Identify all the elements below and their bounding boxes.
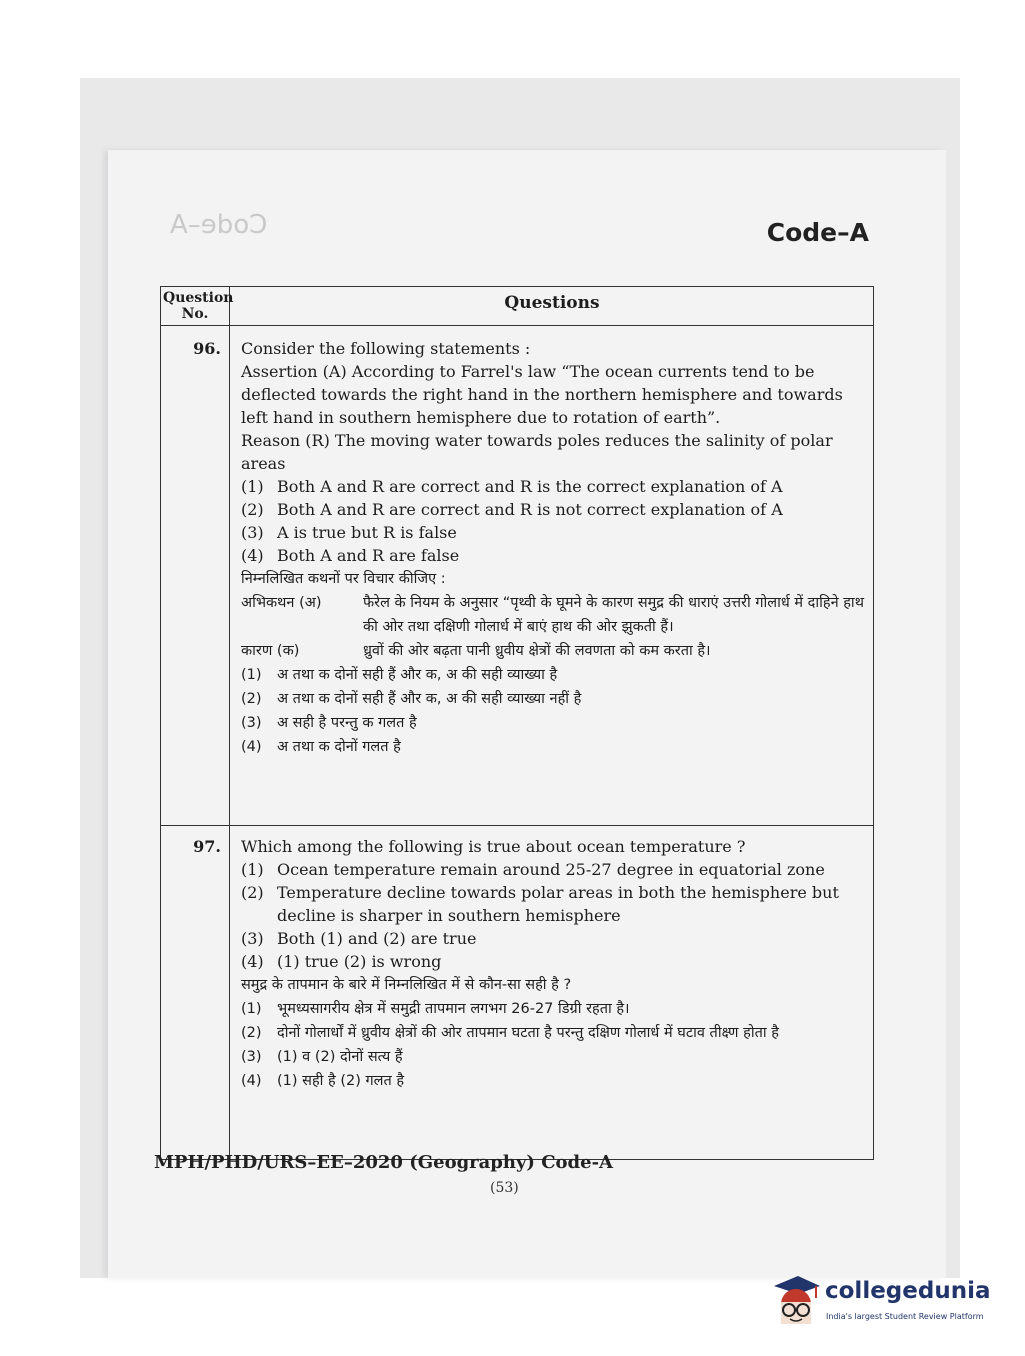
collegedunia-logo[interactable] bbox=[768, 1272, 998, 1336]
row-divider bbox=[161, 825, 873, 826]
logo-tagline: India's largest Student Review Platform bbox=[826, 1312, 984, 1321]
question-97 bbox=[241, 835, 869, 1093]
paper-footer: MPH/PHD/URS–EE–2020 (Geography) Code-A bbox=[154, 1152, 614, 1173]
q97-intro: Which among the following is true about ocean temperature ? bbox=[241, 837, 746, 856]
column-divider bbox=[229, 287, 230, 1159]
question-97-number: 97. bbox=[193, 837, 221, 856]
q97-hindi-option-2: (2) दोनों गोलार्धों में ध्रुवीय क्षेत्रों की ओर तापमान घटता है परन्तु दक्षिण गोलार्ध में घटाव तीक्ष्ण होता है bbox=[241, 1025, 779, 1041]
q96-hindi-intro: निम्नलिखित कथनों पर विचार कीजिए : bbox=[241, 571, 446, 587]
question-table bbox=[160, 286, 874, 1160]
question-96-number: 96. bbox=[193, 339, 221, 358]
page-number: (53) bbox=[490, 1180, 519, 1196]
q97-hindi-intro: समुद्र के तापमान के बारे में निम्नलिखित में से कौन-सा सही है ? bbox=[241, 977, 572, 993]
q97-option-2: (2) Temperature decline towards polar areas in both the hemisphere but decline is sharper in southern hemisphere bbox=[241, 883, 839, 925]
q97-hindi-option-4: (4) (1) सही है (2) गलत है bbox=[241, 1073, 405, 1089]
q96-option-2: (2) Both A and R are correct and R is not correct explanation of A bbox=[241, 500, 783, 519]
bleed-through-code: Code–A bbox=[170, 210, 268, 240]
q97-hindi-option-3: (3) (1) व (2) दोनों सत्य हैं bbox=[241, 1049, 403, 1065]
q96-hindi-reason: कारण (क) ध्रुवों की ओर बढ़ता पानी ध्रुवीय क्षेत्रों की लवणता को कम करता है। bbox=[241, 643, 711, 659]
q96-hindi-option-1: (1) अ तथा क दोनों सही हैं और क, अ की सही व्याख्या है bbox=[241, 667, 558, 683]
q96-hindi-option-3: (3) अ सही है परन्तु क गलत है bbox=[241, 715, 417, 731]
q96-option-1: (1) Both A and R are correct and R is the correct explanation of A bbox=[241, 477, 783, 496]
q96-hindi-option-2: (2) अ तथा क दोनों सही हैं और क, अ की सही व्याख्या नहीं है bbox=[241, 691, 582, 707]
q96-option-4: (4) Both A and R are false bbox=[241, 546, 460, 565]
questions-header: Questions bbox=[504, 293, 600, 313]
header-divider bbox=[161, 325, 873, 326]
q97-option-3: (3) Both (1) and (2) are true bbox=[241, 929, 477, 948]
q96-hindi-assertion: अभिकथन (अ) फैरेल के नियम के अनुसार “पृथ्वी के घूमने के कारण समुद्र की धाराएं उत्तरी गोलार्ध में दाहिने हाथ की ओर तथा दक्षिणी गोलार्ध में बाएं हाथ की ओर झुकती हैं। bbox=[241, 595, 864, 635]
q96-intro: Consider the following statements : bbox=[241, 339, 531, 358]
q96-assertion: Assertion (A) According to Farrel's law “The ocean currents tend to be deflected towards the right hand in the northern hemisphere and towards left hand in southern hemisphere due to rotation of earth”. bbox=[241, 362, 843, 427]
q96-hindi-option-4: (4) अ तथा क दोनों गलत है bbox=[241, 739, 401, 755]
question-96 bbox=[241, 337, 869, 759]
question-no-header: Question No. bbox=[163, 290, 234, 322]
q96-reason: Reason (R) The moving water towards poles reduces the salinity of polar areas bbox=[241, 431, 833, 473]
q97-option-4: (4) (1) true (2) is wrong bbox=[241, 952, 442, 971]
q96-option-3: (3) A is true but R is false bbox=[241, 523, 457, 542]
q97-option-1: (1) Ocean temperature remain around 25-27 degree in equatorial zone bbox=[241, 860, 825, 879]
paper-code: Code–A bbox=[766, 218, 869, 247]
logo-wordmark: collegedunia bbox=[825, 1278, 991, 1304]
mascot-icon bbox=[768, 1272, 824, 1334]
q97-hindi-option-1: (1) भूमध्यसागरीय क्षेत्र में समुद्री तापमान लगभग 26-27 डिग्री रहता है। bbox=[241, 1001, 630, 1017]
